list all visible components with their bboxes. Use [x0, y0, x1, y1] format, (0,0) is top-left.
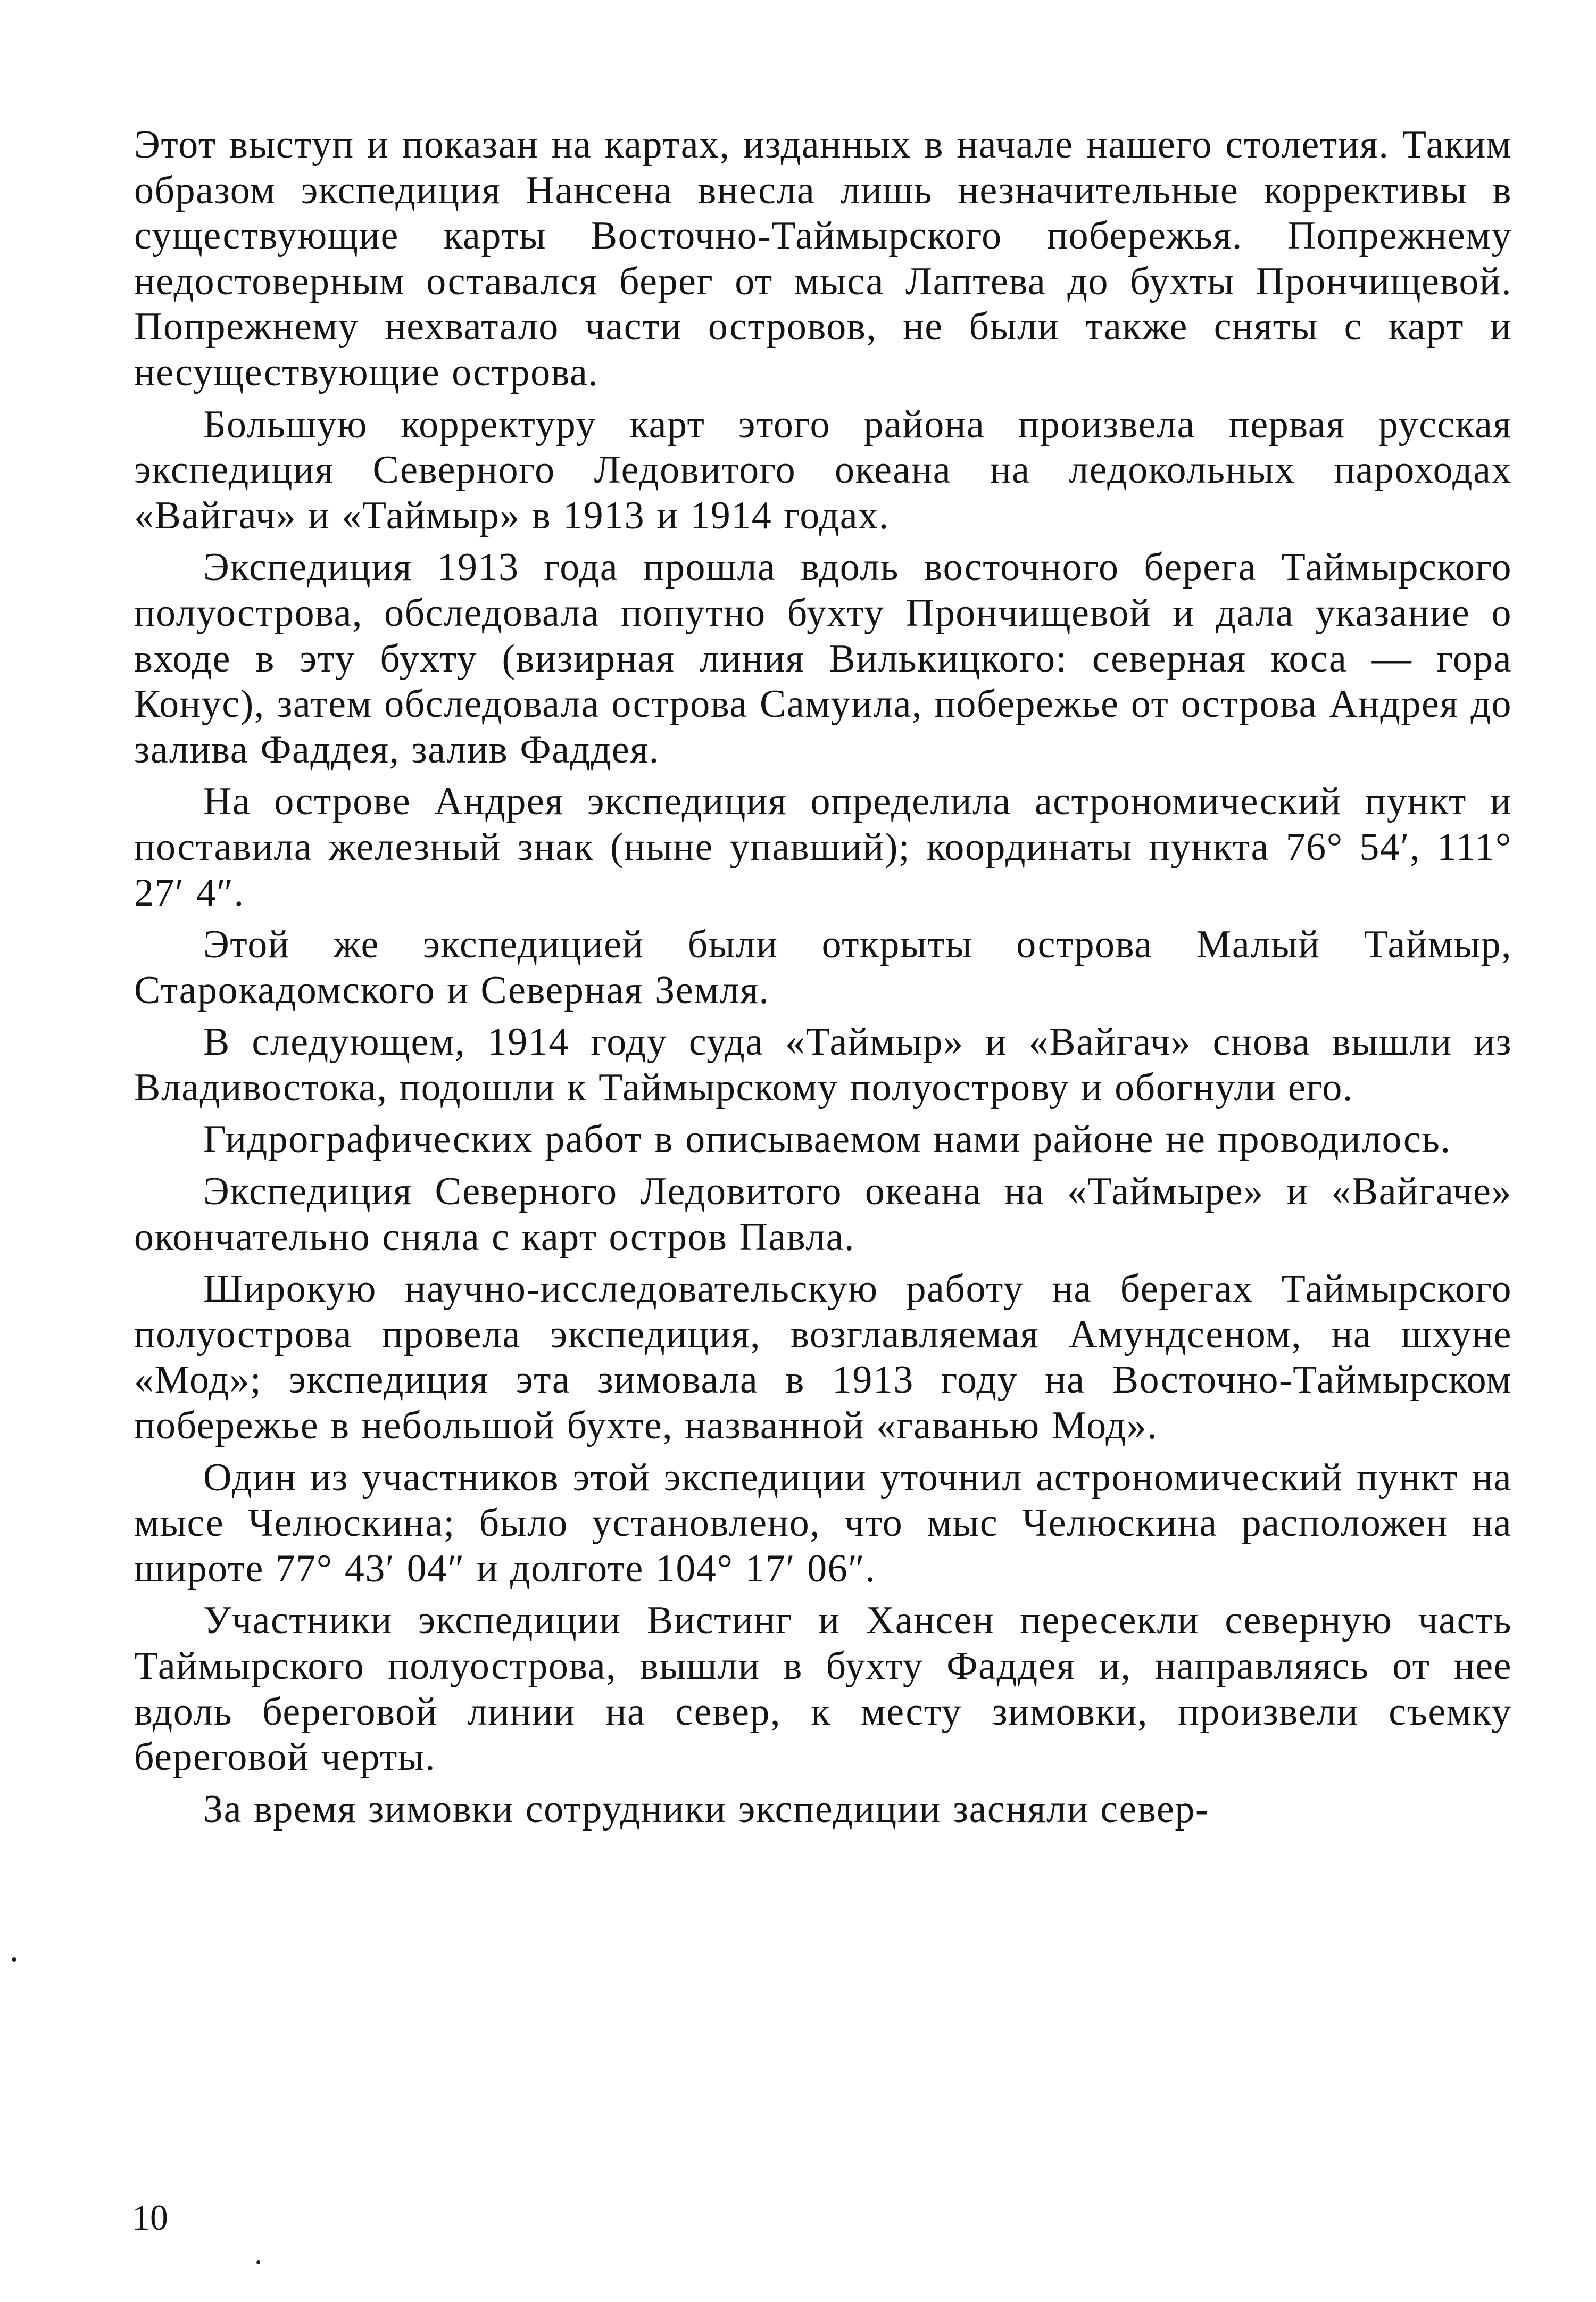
paragraph-10: Один из участников этой экспедиции уточнил астрономический пункт на мысе Челюскина; было установлено, что мыс Челюскина расположен на широте 77° 43′ 04″ и долготе 104° 17′ 06″.	[134, 1455, 1512, 1591]
paragraph-7: Гидрографических работ в описываемом нами районе не проводилось.	[203, 1117, 1451, 1162]
print-speck	[256, 2260, 260, 2264]
page-number: 10	[132, 2197, 168, 2238]
paragraph-3: Экспедиция 1913 года прошла вдоль восточного берега Таймырского полуострова, обследовала попутно бухту Прончищевой и дала указание о входе в эту бухту (визирная линия Вилькицкого: северная коса — гора Конус), затем обследовала острова Самуила, побережье от острова Андрея до залива Фаддея, залив Фаддея.	[134, 545, 1512, 772]
print-speck	[12, 1957, 16, 1962]
paragraph-9: Широкую научно-исследовательскую работу на берегах Таймырского полуострова провела экспедиция, возглавляемая Амундсеном, на шхуне «Мод»; экспедиция эта зимовала в 1913 году на Восточно-Таймырском побережье в небольшой бухте, названной «гаванью Мод».	[134, 1267, 1512, 1448]
paragraph-5: Этой же экспедицией были открыты острова Малый Таймыр, Старокадомского и Северная Земля.	[134, 923, 1512, 1012]
paragraph-6: В следующем, 1914 году суда «Таймыр» и «Вайгач» снова вышли из Владивостока, подошли к Таймырскому полуострову и обогнули его.	[134, 1020, 1512, 1109]
paragraph-2: Большую корректуру карт этого района произвела первая русская экспедиция Северного Ледовитого океана на ледокольных пароходах «Вайгач» и «Таймыр» в 1913 и 1914 годах.	[134, 402, 1512, 537]
paragraph-1: Этот выступ и показан на картах, изданных в начале нашего столетия. Таким образом экспедиция Нансена внесла лишь незначительные коррективы в существующие карты Восточно-Таймырского побережья. Попрежнему недостоверным оставался берег от мыса Лаптева до бухты Прончищевой. Попрежнему нехватало части островов, не были также сняты с карт и несуществующие острова.	[134, 123, 1512, 394]
page-body	[134, 122, 1512, 1839]
paragraph-12: За время зимовки сотрудники экспедиции засняли север-	[203, 1787, 1210, 1831]
paragraph-11: Участники экспедиции Вистинг и Хансен пересекли северную часть Таймырского полуострова, вышли в бухту Фаддея и, направляясь от нее вдоль береговой линии на север, к месту зимовки, произвели съемку береговой черты.	[134, 1599, 1512, 1779]
paragraph-8: Экспедиция Северного Ледовитого океана на «Таймыре» и «Вайгаче» окончательно сняла с карт остров Павла.	[134, 1170, 1512, 1259]
paragraph-4: На острове Андрея экспедиция определила астрономический пункт и поставила железный знак (ныне упавший); координаты пункта 76° 54′, 111° 27′ 4″.	[134, 780, 1512, 915]
